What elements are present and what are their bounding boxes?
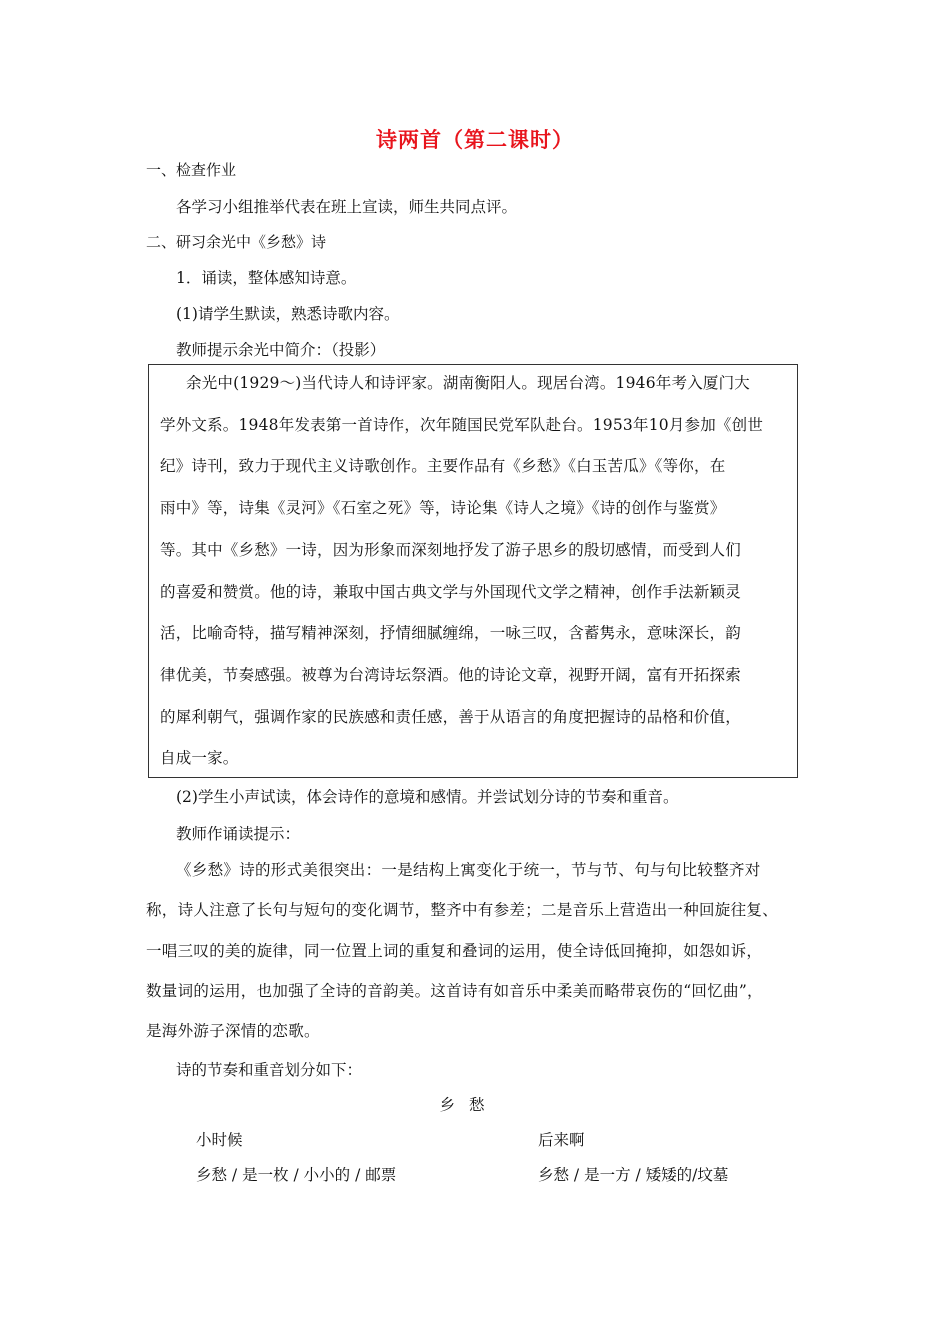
box-line: 活，比喻奇特，描写精神深刻，抒情细腻缠绵，一咏三叹，含蓄隽永，意味深长，韵 [160,624,741,642]
hint-line: 是海外游子深情的恋歌。 [146,1022,320,1040]
box-line: 雨中》等，诗集《灵河》《石室之死》等，诗论集《诗人之境》《诗的创作与鉴赏》 [160,499,726,517]
box-line: 的喜爱和赞赏。他的诗，兼取中国古典文学与外国现代文学之精神，创作手法新颖灵 [160,583,741,601]
page-title: 诗两首（第二课时） [376,127,574,152]
rhythm-label: 诗的节奏和重音划分如下： [176,1061,363,1079]
box-line: 自成一家。 [160,749,239,767]
intro-text: 教师提示余光中简介：（投影） [176,341,386,359]
poem-left-line2: 乡愁 / 是一枚 / 小小的 / 邮票 [196,1166,397,1184]
section1-text: 各学习小组推举代表在班上宣读，师生共同点评。 [176,198,518,216]
hint-line: 数量词的运用，也加强了全诗的音韵美。这首诗有如音乐中柔美而略带哀伤的“回忆曲”， [146,982,763,1000]
box-line: 等。其中《乡愁》一诗，因为形象而深刻地抒发了游子思乡的殷切感情，而受到人们 [160,541,741,559]
sub1-text: (1)请学生默读，熟悉诗歌内容。 [176,305,400,323]
box-line: 纪》诗刊，致力于现代主义诗歌创作。主要作品有《乡愁》《白玉苦瓜》《等你，在 [160,457,726,475]
box-line: 余光中(1929～)当代诗人和诗评家。湖南衡阳人。现居台湾。1946年考入厦门大 [186,374,750,392]
section1-heading: 一、检查作业 [146,161,237,179]
box-line: 律优美，节奏感强。被尊为台湾诗坛祭酒。他的诗论文章，视野开阔，富有开拓探索 [160,666,741,684]
hint-line: 称，诗人注意了长句与短句的变化调节，整齐中有参差；二是音乐上营造出一种回旋往复、 [146,901,779,919]
sub2-text: (2)学生小声试读，体会诗作的意境和感情。并尝试划分诗的节奏和重音。 [176,788,679,806]
hint-line: 《乡愁》诗的形式美很突出：一是结构上寓变化于统一，节与节、句与句比较整齐对 [176,861,761,879]
box-line: 学外文系。1948年发表第一首诗作，次年随国民党军队赴台。1953年10月参加《创世 [160,416,764,434]
poem-left-line1: 小时候 [196,1131,243,1149]
poem-right-line1: 后来啊 [538,1131,585,1149]
poem-title: 乡愁 [439,1096,499,1114]
section2-heading: 二、研习余光中《乡愁》诗 [146,233,327,251]
box-line: 的犀利朝气，强调作家的民族感和责任感，善于从语言的角度把握诗的品格和价值， [160,708,741,726]
hint-label: 教师作诵读提示： [176,825,301,843]
poem-right-line2: 乡愁 / 是一方 / 矮矮的/坟墓 [538,1166,729,1184]
step1-text: 1．诵读，整体感知诗意。 [176,269,357,287]
hint-line: 一唱三叹的美的旋律，同一位置上词的重复和叠词的运用，使全诗低回掩抑，如怨如诉， [146,942,763,960]
